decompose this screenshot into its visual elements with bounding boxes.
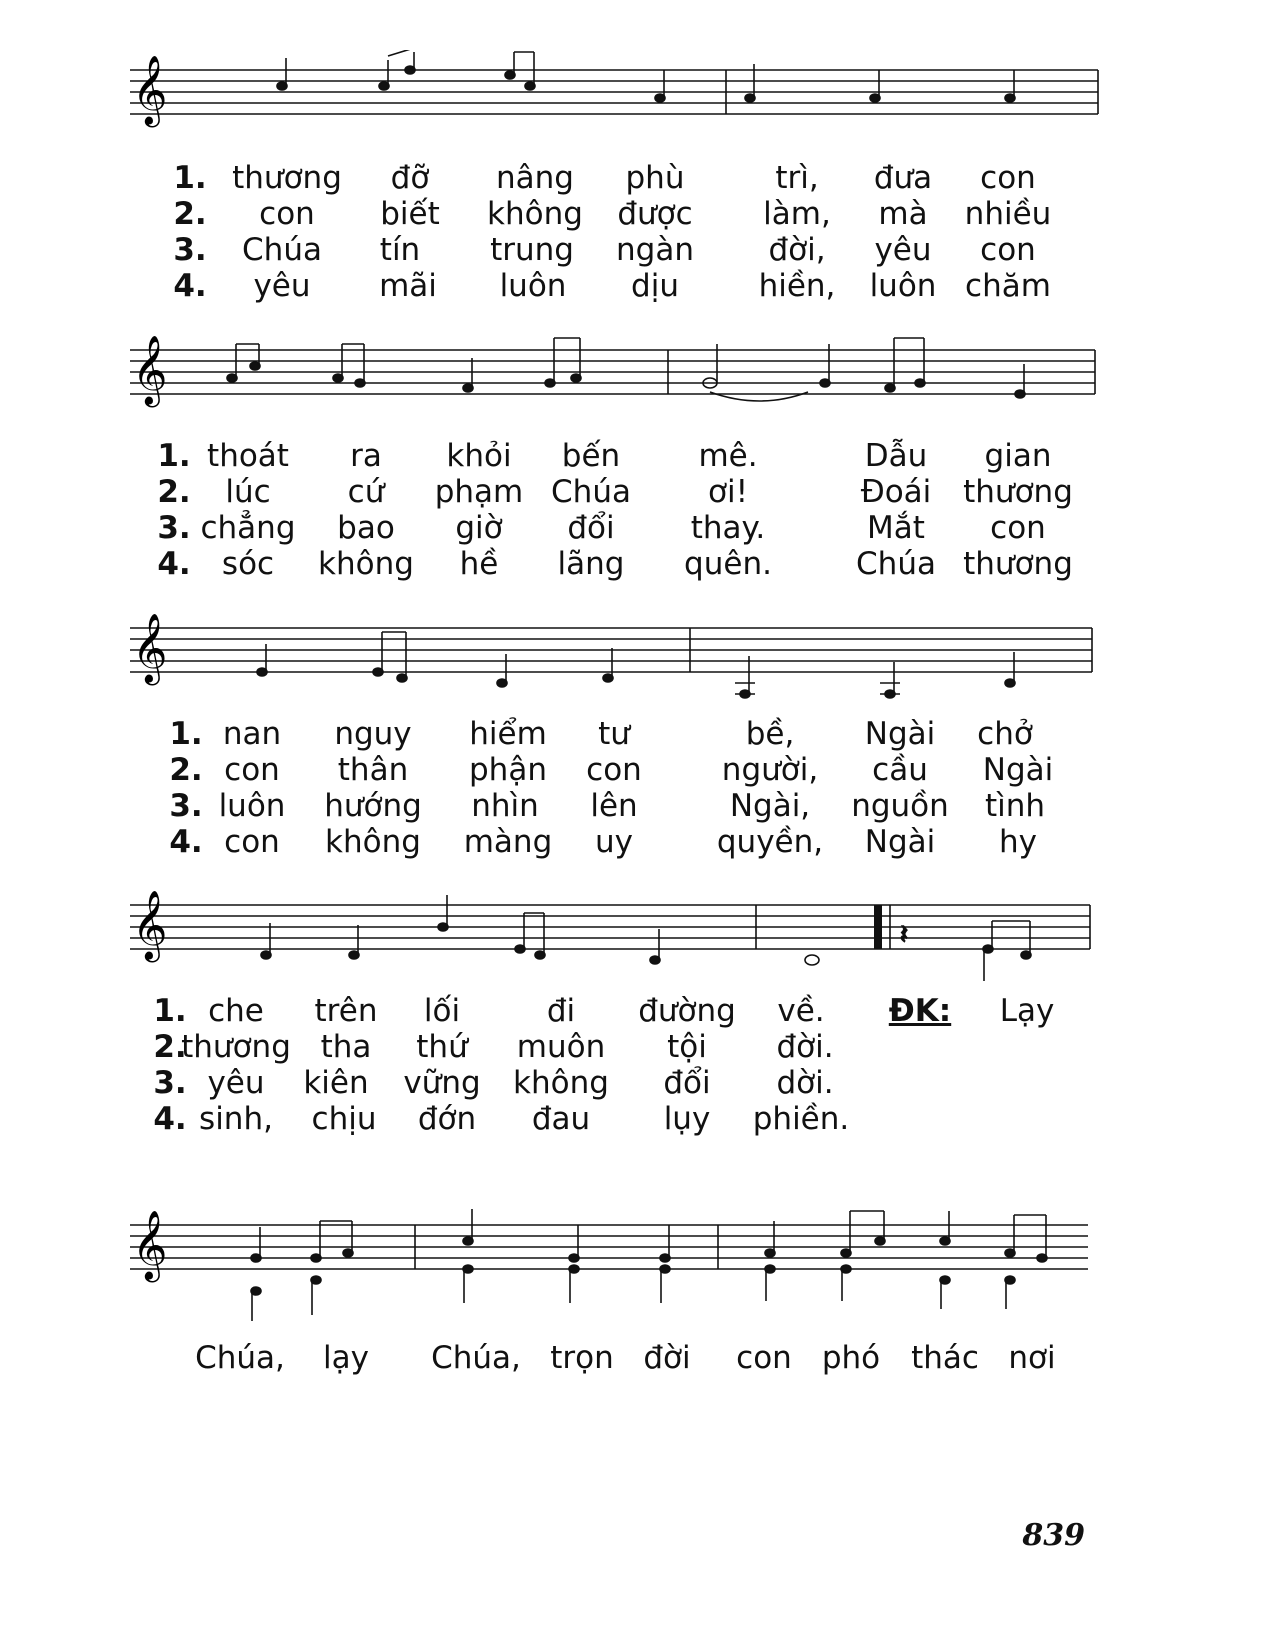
syllable: chăm [965,268,1051,304]
syllable: dịu [631,268,679,304]
syllable: tình [984,788,1046,824]
treble-clef-icon: 𝄞 [132,613,168,683]
music-notation-4 [130,885,1130,1005]
music-notation-3 [130,608,1130,718]
syllable: hiền, [758,268,836,304]
treble-clef-icon: 𝄞 [132,55,168,125]
syllable: đưa [873,160,933,196]
syllable: Mắt [867,510,925,546]
syllable: phận [469,752,547,788]
syllable: lụy [663,1101,711,1137]
syllable: lãng [557,546,625,582]
syllable: nâng [496,160,574,196]
syllable: trì, [775,160,819,196]
verse-number: 1. [173,160,207,196]
syllable: giờ [455,510,503,546]
syllable: đời [643,1340,691,1376]
syllable: bề, [745,716,795,752]
verse-number: 3. [157,510,191,546]
syllable: quên. [684,546,772,582]
syllable: thương [963,546,1073,582]
syllable: mà [878,196,928,232]
syllable: mãi [379,268,437,304]
syllable: tín [379,232,421,268]
syllable: Ngài [864,716,936,752]
syllable: che [208,993,264,1029]
syllable: không [487,196,583,232]
syllable: hướng [324,788,422,824]
syllable: lạy [323,1340,369,1376]
verse-number: 3. [173,232,207,268]
verse-number: 2. [169,752,203,788]
syllable: nguồn [851,788,949,824]
syllable: con [224,824,280,860]
syllable: nhìn [471,788,539,824]
syllable: làm, [763,196,831,232]
verse-number: 2. [153,1029,187,1065]
syllable: nan [222,716,282,752]
syllable: thương [232,160,342,196]
syllable: cầu [872,752,928,788]
syllable: phù [625,160,685,196]
syllable: luôn [869,268,937,304]
verse-number: 1. [157,438,191,474]
syllable: Ngài [864,824,936,860]
syllable: uy [595,824,633,860]
syllable: phiền. [752,1101,850,1137]
syllable: thương [181,1029,291,1065]
syllable: về. [777,993,825,1029]
syllable: nơi [1008,1340,1056,1376]
rest-icon: 𝄽 [900,920,908,950]
syllable: Dẫu [864,438,928,474]
syllable: hy [999,824,1037,860]
syllable: nguy [334,716,412,752]
syllable: con [736,1340,792,1376]
syllable: trọn [550,1340,614,1376]
syllable: đau [531,1101,591,1137]
syllable: Ngài, [729,788,811,824]
syllable: Ngài [982,752,1054,788]
syllable: Chúa [242,232,322,268]
syllable: mê. [698,438,758,474]
syllable: tha [320,1029,372,1065]
syllable: bến [561,438,621,474]
syllable: Chúa, [431,1340,521,1376]
syllable: Chúa [551,474,631,510]
syllable: không [325,824,421,860]
music-notation-2 [130,330,1130,440]
double-barline-icon [874,905,882,949]
syllable: phó [821,1340,881,1376]
verse-number: 3. [169,788,203,824]
syllable: đổi [567,510,615,546]
syllable: chịu [311,1101,377,1137]
treble-clef-icon: 𝄞 [132,1210,168,1280]
syllable: không [513,1065,609,1101]
syllable: sinh, [199,1101,273,1137]
syllable: màng [463,824,553,860]
syllable: con [990,510,1046,546]
syllable: sóc [221,546,275,582]
syllable: ơi! [707,474,749,510]
syllable: đớn [417,1101,477,1137]
syllable: đường [638,993,736,1029]
syllable: Đoái [860,474,932,510]
music-notation-5 [130,1205,1130,1325]
syllable: không [318,546,414,582]
syllable: muôn [516,1029,606,1065]
syllable: quyền, [716,824,824,860]
treble-clef-icon: 𝄞 [132,890,168,960]
syllable: đi [546,993,576,1029]
syllable: Chúa, [195,1340,285,1376]
syllable: thương [963,474,1073,510]
syllable: người, [721,752,819,788]
syllable: trên [314,993,378,1029]
verse-number: 4. [153,1101,187,1137]
syllable: thay. [690,510,766,546]
syllable: hiểm [469,716,547,752]
syllable: bao [337,510,395,546]
syllable: phạm [434,474,524,510]
refrain-first-syllable: Lạy [999,993,1055,1029]
verse-number: 1. [153,993,187,1029]
syllable: trung [490,232,574,268]
syllable: Chúa [856,546,936,582]
verse-number: 2. [157,474,191,510]
syllable: chẳng [200,510,296,546]
syllable: biết [380,196,440,232]
syllable: lên [590,788,638,824]
syllable: con [259,196,315,232]
syllable: thác [911,1340,979,1376]
syllable: con [980,160,1036,196]
syllable: con [224,752,280,788]
syllable: đỡ [390,160,430,196]
syllable: kiên [303,1065,369,1101]
syllable: luôn [218,788,286,824]
verse-number: 4. [169,824,203,860]
syllable: lối [423,993,461,1029]
syllable: dời. [776,1065,834,1101]
syllable: ngàn [616,232,694,268]
syllable: vững [403,1065,481,1101]
music-notation-1 [130,50,1130,160]
syllable: lúc [225,474,271,510]
syllable: thân [337,752,409,788]
syllable: hề [459,546,499,582]
refrain-label: ĐK: [888,993,952,1029]
verse-number: 4. [173,268,207,304]
syllable: ra [350,438,382,474]
syllable: gian [984,438,1052,474]
syllable: được [617,196,693,232]
syllable: tội [667,1029,707,1065]
syllable: tư [598,716,630,752]
syllable: thoát [207,438,289,474]
syllable: yêu [207,1065,265,1101]
syllable: yêu [874,232,932,268]
page-number: 839 [1022,1518,1085,1553]
syllable: thứ [416,1029,468,1065]
syllable: chở [977,716,1033,752]
syllable: yêu [253,268,311,304]
verse-number: 2. [173,196,207,232]
syllable: đời, [768,232,826,268]
verse-number: 3. [153,1065,187,1101]
syllable: đời. [776,1029,834,1065]
syllable: đổi [663,1065,711,1101]
treble-clef-icon: 𝄞 [132,335,168,405]
syllable: con [586,752,642,788]
syllable: con [980,232,1036,268]
syllable: cứ [347,474,385,510]
syllable: nhiều [964,196,1052,232]
syllable: khỏi [446,438,512,474]
verse-number: 4. [157,546,191,582]
verse-number: 1. [169,716,203,752]
syllable: luôn [499,268,567,304]
